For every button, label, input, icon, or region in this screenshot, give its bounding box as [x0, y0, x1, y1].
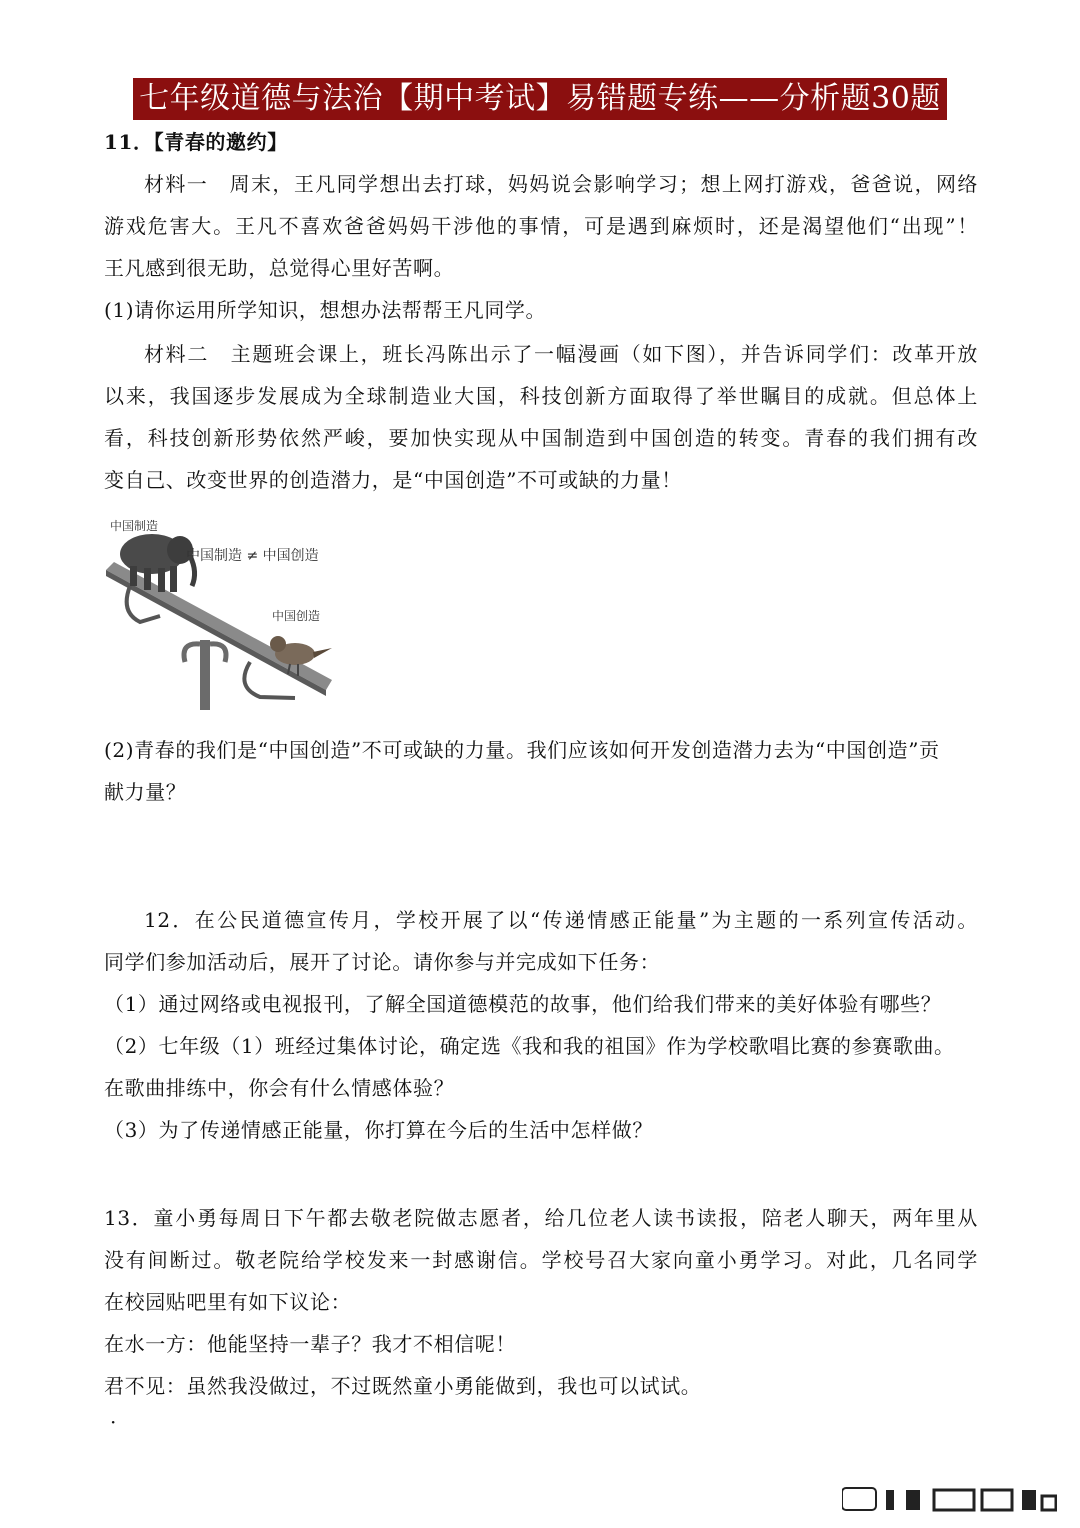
q11-question2-line2: 献力量？ — [104, 780, 187, 804]
comic-label-made-in-china: 中国制造 — [110, 519, 159, 533]
comic-label-made-neq-created: 中国制造 ≠ 中国创造 — [186, 548, 319, 564]
comic-label-created-in-china: 中国创造 — [272, 609, 321, 623]
q11-question2-line1: (2)青春的我们是“中国创造”不可或缺的力量。我们应该如何开发创造潜力去为“中国创造”贡 — [104, 738, 940, 762]
page-title: 七年级道德与法治【期中考试】易错题专练——分析题30题 — [133, 78, 947, 120]
q13-line3: 在校园贴吧里有如下议论： — [104, 1290, 352, 1314]
seesaw-post — [200, 640, 210, 710]
q12-task2-line1: （2）七年级（1）班经过集体讨论，确定选《我和我的祖国》作为学校歌唱比赛的参赛歌曲。 — [104, 1034, 955, 1058]
q11-question1: (1)请你运用所学知识，想想办法帮帮王凡同学。 — [104, 298, 547, 322]
title-bar — [0, 78, 1080, 120]
seesaw-comic-image — [100, 512, 340, 712]
q13-comment2: 君不见：虽然我没做过，不过既然童小勇能做到，我也可以试试。 — [104, 1374, 702, 1398]
q11-material2-line2: 以来，我国逐步发展成为全球制造业大国，科技创新方面取得了举世瞩目的成就。但总体上 — [104, 384, 978, 408]
q12-task2-line2: 在歌曲排练中，你会有什么情感体验？ — [104, 1076, 455, 1100]
q11-heading: 11．【青春的邀约】 — [104, 130, 288, 154]
q11-material2-line3: 看，科技创新形势依然严峻，要加快实现从中国制造到中国创造的转变。青春的我们拥有改 — [104, 426, 978, 450]
q11-material2-line1: 材料二 主题班会课上，班长冯陈出示了一幅漫画（如下图），并告诉同学们：改革开放 — [144, 342, 978, 366]
q12-intro-line2: 同学们参加活动后，展开了讨论。请你参与并完成如下任务： — [104, 950, 661, 974]
elephant-figure — [120, 534, 195, 592]
q13-line2: 没有间断过。敬老院给学校发来一封感谢信。学校号召大家向童小勇学习。对此，几名同学 — [104, 1248, 978, 1272]
trailing-bullet: · — [110, 1410, 117, 1434]
q11-material1-line3: 王凡感到很无助，总觉得心里好苦啊。 — [104, 256, 455, 280]
q12-intro-line1: 12．在公民道德宣传月，学校开展了以“传递情感正能量”为主题的一系列宣传活动。 — [144, 908, 978, 932]
q11-material1-line2: 游戏危害大。王凡不喜欢爸爸妈妈干涉他的事情，可是遇到麻烦时，还是渴望他们“出现”！ — [104, 214, 978, 238]
bottom-toolbar-icon — [842, 1486, 1057, 1512]
q11-material1-line1: 材料一 周末，王凡同学想出去打球，妈妈说会影响学习；想上网打游戏，爸爸说，网络 — [144, 172, 978, 196]
q13-comment1: 在水一方：他能坚持一辈子？我才不相信呢！ — [104, 1332, 516, 1356]
q13-line1: 13．童小勇每周日下午都去敬老院做志愿者，给几位老人读书读报，陪老人聊天，两年里从 — [104, 1206, 978, 1230]
q12-task1: （1）通过网络或电视报刊，了解全国道德模范的故事，他们给我们带来的美好体验有哪些？ — [104, 992, 942, 1016]
q12-task3: （3）为了传递情感正能量，你打算在今后的生活中怎样做？ — [104, 1118, 653, 1142]
q11-material2-line4: 变自己、改变世界的创造潜力，是“中国创造”不可或缺的力量！ — [104, 468, 682, 492]
